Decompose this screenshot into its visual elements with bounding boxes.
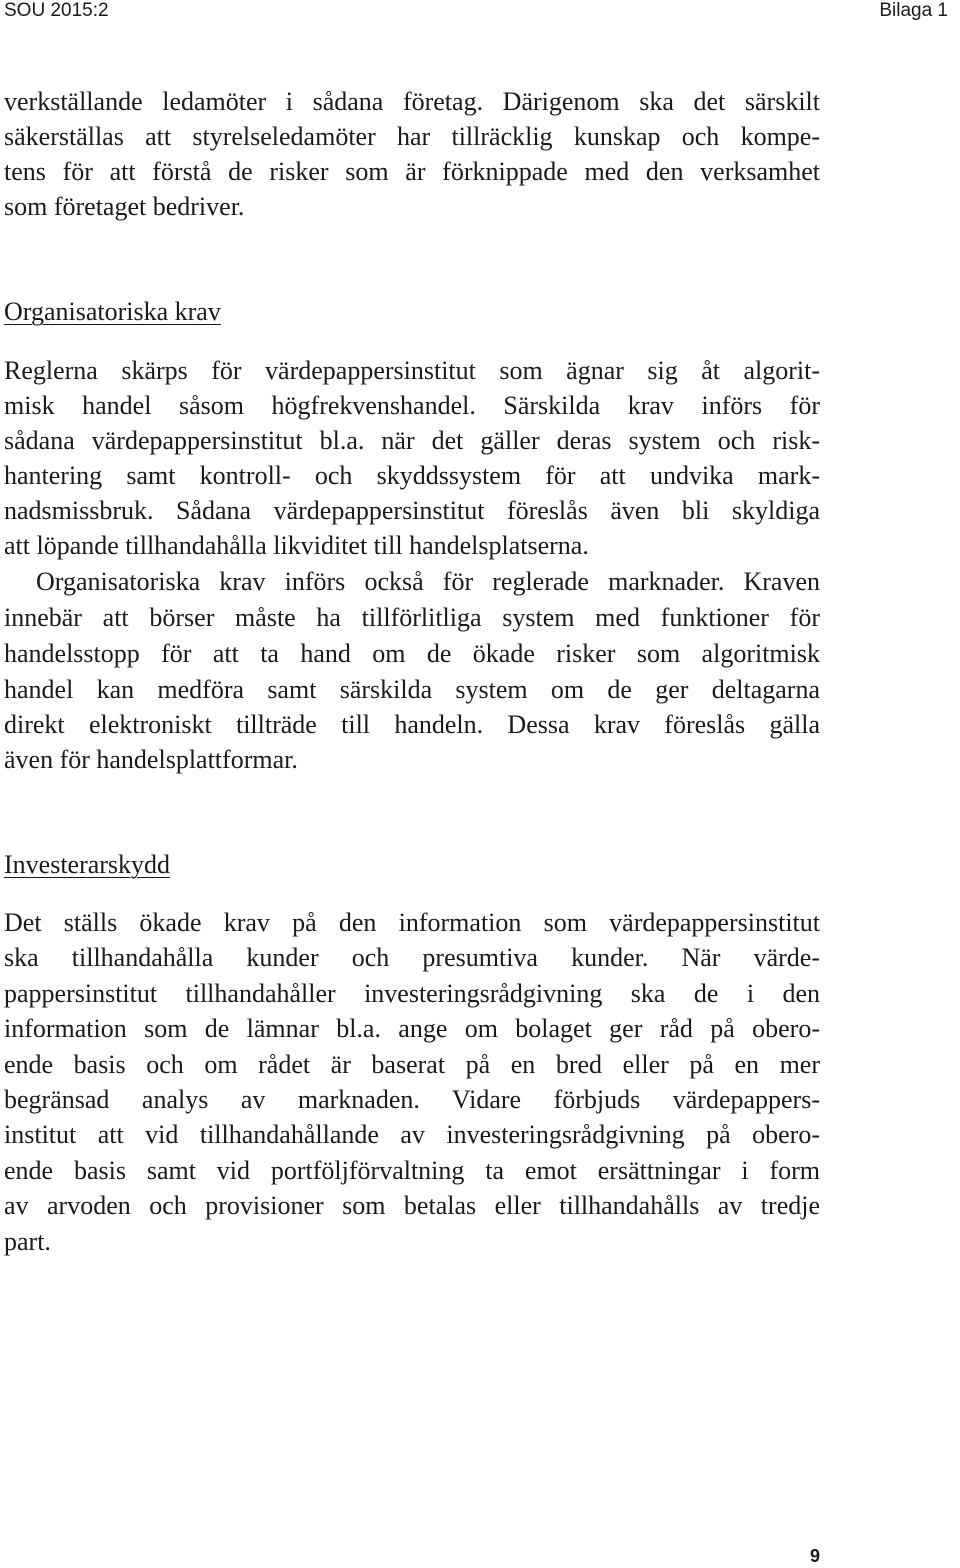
paragraph-line: institut att vid tillhandahållande av investeringsrådgivning på obero- xyxy=(4,1120,820,1149)
paragraph-line: handel kan medföra samt särskilda system om de ger deltagarna xyxy=(4,675,820,704)
paragraph-line: innebär att börser måste ha tillförlitliga system med funktioner för xyxy=(4,603,820,632)
paragraph-line: hantering samt kontroll- och skyddssystem för att undvika mark- xyxy=(4,461,820,490)
paragraph-line: direkt elektroniskt tillträde till handeln. Dessa krav föreslås gälla xyxy=(4,710,820,739)
paragraph-line: Det ställs ökade krav på den information som värdepappersinstitut xyxy=(4,908,820,937)
paragraph-line: tens för att förstå de risker som är förknippade med den verksamhet xyxy=(4,157,820,186)
paragraph-line: begränsad analys av marknaden. Vidare förbjuds värdepappers- xyxy=(4,1085,820,1114)
section-heading-investerarskydd: Investerarskydd xyxy=(4,850,171,879)
paragraph-line: misk handel såsom högfrekvenshandel. Särskilda krav införs för xyxy=(4,391,820,420)
paragraph-line: ska tillhandahålla kunder och presumtiva kunder. När värde- xyxy=(4,943,820,972)
appendix-label: Bilaga 1 xyxy=(879,0,948,21)
paragraph-line: information som de lämnar bl.a. ange om bolaget ger råd på obero- xyxy=(4,1014,820,1043)
page-number: 9 xyxy=(809,1546,820,1566)
paragraph-line: Reglerna skärps för värdepappersinstitut som ägnar sig åt algorit- xyxy=(4,356,820,385)
paragraph-line: ende basis samt vid portföljförvaltning ta emot ersättningar i form xyxy=(4,1156,820,1185)
paragraph-line: verkställande ledamöter i sådana företag. Därigenom ska det särskilt xyxy=(4,87,820,116)
paragraph-line: ende basis och om rådet är baserat på en bred eller på en mer xyxy=(4,1050,820,1079)
paragraph-line: även för handelsplattformar. xyxy=(4,745,298,774)
document-reference: SOU 2015:2 xyxy=(4,0,109,21)
paragraph-line: Organisatoriska krav införs också för reglerade marknader. Kraven xyxy=(36,567,820,596)
paragraph-line: nadsmissbruk. Sådana värdepappersinstitut föreslås även bli skyldiga xyxy=(4,496,820,525)
paragraph-line: att löpande tillhandahålla likviditet till handelsplatserna. xyxy=(4,531,589,560)
paragraph-line: part. xyxy=(4,1227,51,1256)
paragraph-line: pappersinstitut tillhandahåller investeringsrådgivning ska de i den xyxy=(4,979,820,1008)
paragraph-line: av arvoden och provisioner som betalas eller tillhandahålls av tredje xyxy=(4,1191,820,1220)
paragraph-line: säkerställas att styrelseledamöter har tillräcklig kunskap och kompe- xyxy=(4,122,820,151)
paragraph-line: sådana värdepappersinstitut bl.a. när det gäller deras system och risk- xyxy=(4,426,820,455)
section-heading-organisatoriska-krav: Organisatoriska krav xyxy=(4,297,221,326)
paragraph-line: handelsstopp för att ta hand om de ökade risker som algoritmisk xyxy=(4,639,820,668)
paragraph-line: som företaget bedriver. xyxy=(4,192,245,221)
